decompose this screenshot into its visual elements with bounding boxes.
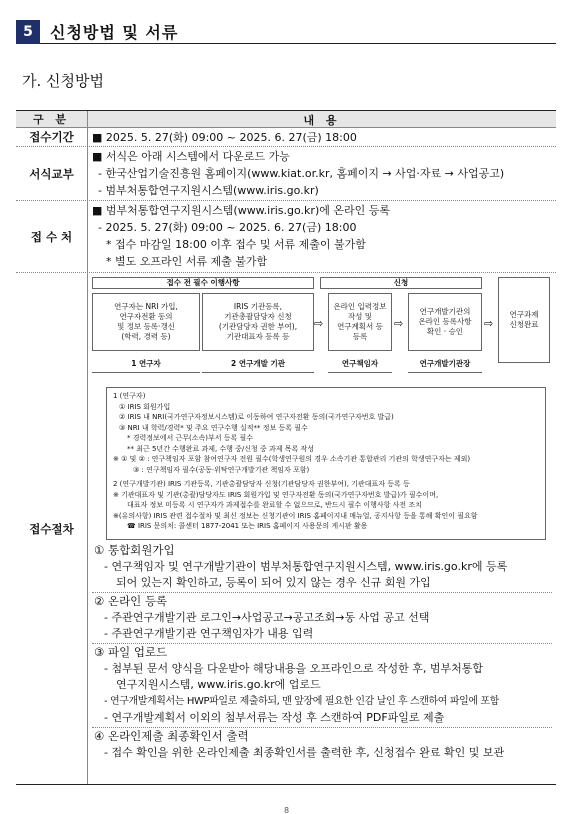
step-title: ③ 파일 업로드 [94, 644, 168, 659]
flow-box-complete: 연구과제 신청완료 [498, 277, 550, 363]
flow-box-institution: IRIS 기관등록, 기관총괄담당자 신청 (기관담당자 권한 부여), 기관대표자 등록 등 [202, 293, 314, 351]
place-line: * 접수 마감일 18:00 이후 접수 및 서류 제출이 불가함 [106, 238, 366, 251]
step-title: ② 온라인 등록 [94, 593, 168, 608]
note-line: ② IRIS 내 NRI(국가연구자정보시스템)로 이동하여 연구자전환 동의(국가연구자번호 발급) [119, 413, 394, 421]
note-line: 1 (연구자) [113, 392, 146, 400]
flow-pre-title: 접수 전 필수 이행사항 [92, 277, 314, 289]
note-line: ☎ IRIS 문의처: 콜센터 1877-2041 또는 IRIS 홈페이지 사용문의 게시판 활용 [127, 522, 368, 530]
step-line: - 접수 확인을 위한 온라인제출 최종확인서를 출력한 후, 신청접수 완료 확인 및 보관 [104, 745, 505, 759]
row-label: 접수절차 [16, 273, 88, 784]
step-3 [92, 643, 552, 727]
procedure-steps [92, 542, 552, 762]
row-label: 서식교부 [16, 147, 88, 200]
flow-arrow: ⇨ [314, 317, 324, 330]
step-2 [92, 592, 552, 643]
note-line: * 경력정보에서 근무(소속)부서 등록 필수 [127, 434, 254, 442]
flow-tag-researcher: 1 연구자 [92, 355, 200, 373]
flow-tag-institution: 2 연구개발 기관 [202, 355, 314, 373]
step-line: - 연구개발계획서는 HWP파일로 제출하되, 맨 앞장에 필요한 인감 날인 후 스캔하여 파일에 포함 [104, 695, 499, 707]
note-line: ③ : 연구책임자 필수(공동·위탁연구개발기관 책임자 포함) [133, 465, 310, 474]
page-number: 8 [284, 806, 290, 814]
flow-box-researcher: 연구자는 NRI 가입, 연구자전환 동의 및 정보 등록·갱신 (학력, 경력 등) [92, 293, 200, 351]
place-line: - 2025. 5. 27(화) 09:00 ~ 2025. 6. 27(금) 18:00 [98, 221, 357, 234]
note-line: ※ ① 및 ② : 연구책임자 포함 참여연구자 전원 필수(학생연구원의 경우 소속기관 통합관리 기관의 학생연구자는 제외) [113, 455, 471, 463]
application-table [16, 110, 556, 785]
step-line: 되어 있는지 확인하고, 등록이 되어 있지 않는 경우 신규 회원 가입 [116, 576, 431, 589]
note-line: ※(유의사항) IRIS 관련 접수절차 및 최신 정보는 신청기관이 IRIS 홈페이지내 매뉴얼, 공지사항 등을 통해 확인이 필요함 [113, 511, 478, 520]
step-1 [92, 542, 552, 592]
step-line: - 주관연구개발기관 연구책임자가 내용 입력 [104, 627, 314, 640]
flow-apply-title: 신청 [320, 277, 482, 289]
flow-tag-head: 연구개발기관장 [408, 355, 482, 373]
flow-tag-pi: 연구책임자 [328, 355, 392, 373]
forms-line: - 한국산업기술진흥원 홈페이지(www.kiat.or.kr, 홈페이지 → 사업·자료 → 사업공고) [98, 167, 505, 180]
col-header-category: 구 분 [16, 111, 88, 127]
note-line: ※ 기관대표자 및 기관(총괄)담당자도 IRIS 회원가입 및 연구자전환 동의(국가연구자번호 발급)가 필수이며, [113, 490, 439, 499]
place-line: ■ 범부처통합연구지원시스템(www.iris.go.kr)에 온라인 등록 [92, 204, 390, 217]
row-label: 접 수 처 [16, 201, 88, 272]
period-line: ■ 2025. 5. 27(화) 09:00 ~ 2025. 6. 27(금) 18:00 [92, 131, 357, 144]
note-line: 대표자 정보 미등록 시 연구자가 과제접수를 완료할 수 없으므로, 반드시 필수 이행사항 사전 조치 [127, 501, 422, 509]
step-title: ④ 온라인제출 최종확인서 출력 [94, 728, 249, 743]
row-place [16, 201, 556, 273]
row-forms [16, 147, 556, 201]
forms-line: ■ 서식은 아래 시스템에서 다운로드 가능 [92, 150, 290, 163]
procedure-flow-diagram [92, 277, 552, 383]
note-line: ** 최근 5년간 수행완료 과제, 수행 중/신청 중 과제 목록 작성 [127, 444, 315, 453]
step-line: - 주관연구개발기관 로그인→사업공고→공고조회→동 사업 공고 선택 [104, 610, 430, 624]
forms-line: - 범부처통합연구지원시스템(www.iris.go.kr) [98, 184, 319, 197]
flow-box-online-entry: 온라인 입력정보 작성 및 연구계획서 등 등록 [328, 293, 392, 351]
note-line: 2 (연구개발기관) IRIS 기관등록, 기관총괄담당자 신청(기관담당자 권한부여), 기관대표자 등록 등 [113, 480, 410, 488]
section-header [16, 20, 556, 44]
step-line: - 연구책임자 및 연구개발기관이 범부처통합연구지원시스템, www.iris.go.kr에 등록 [104, 559, 508, 573]
procedure-notes [106, 387, 546, 540]
step-line: 연구지원시스템, www.iris.go.kr에 업로드 [116, 678, 321, 691]
section-number: 5 [16, 20, 40, 44]
row-procedure [16, 273, 556, 785]
step-4 [92, 727, 552, 762]
subsection-title: 가. 신청방법 [22, 72, 104, 90]
table-header-row [16, 111, 556, 128]
flow-arrow: ⇨ [484, 317, 494, 330]
note-line: ③ NRI 내 학력/경력* 및 주요 연구수행 실적** 정보 등록 필수 [119, 423, 308, 432]
step-title: ① 통합회원가입 [94, 542, 175, 557]
flow-arrow: ⇨ [394, 317, 404, 330]
note-line: ① IRIS 회원가입 [119, 402, 171, 411]
place-line: * 별도 오프라인 서류 제출 불가함 [106, 255, 268, 268]
flow-box-approval: 연구개발기관의 온라인 등록사항 확인 · 승인 [408, 293, 482, 351]
section-title: 신청방법 및 서류 [50, 23, 179, 42]
step-line: - 첨부된 문서 양식을 다운받아 해당내용을 오프라인으로 작성한 후, 범부처통합 [104, 661, 483, 675]
row-period [16, 128, 556, 147]
col-header-content: 내 용 [303, 114, 341, 127]
row-label: 접수기간 [16, 128, 88, 146]
step-line: - 연구개발계획서 이외의 첨부서류는 작성 후 스캔하여 PDF파일로 제출 [104, 711, 445, 724]
